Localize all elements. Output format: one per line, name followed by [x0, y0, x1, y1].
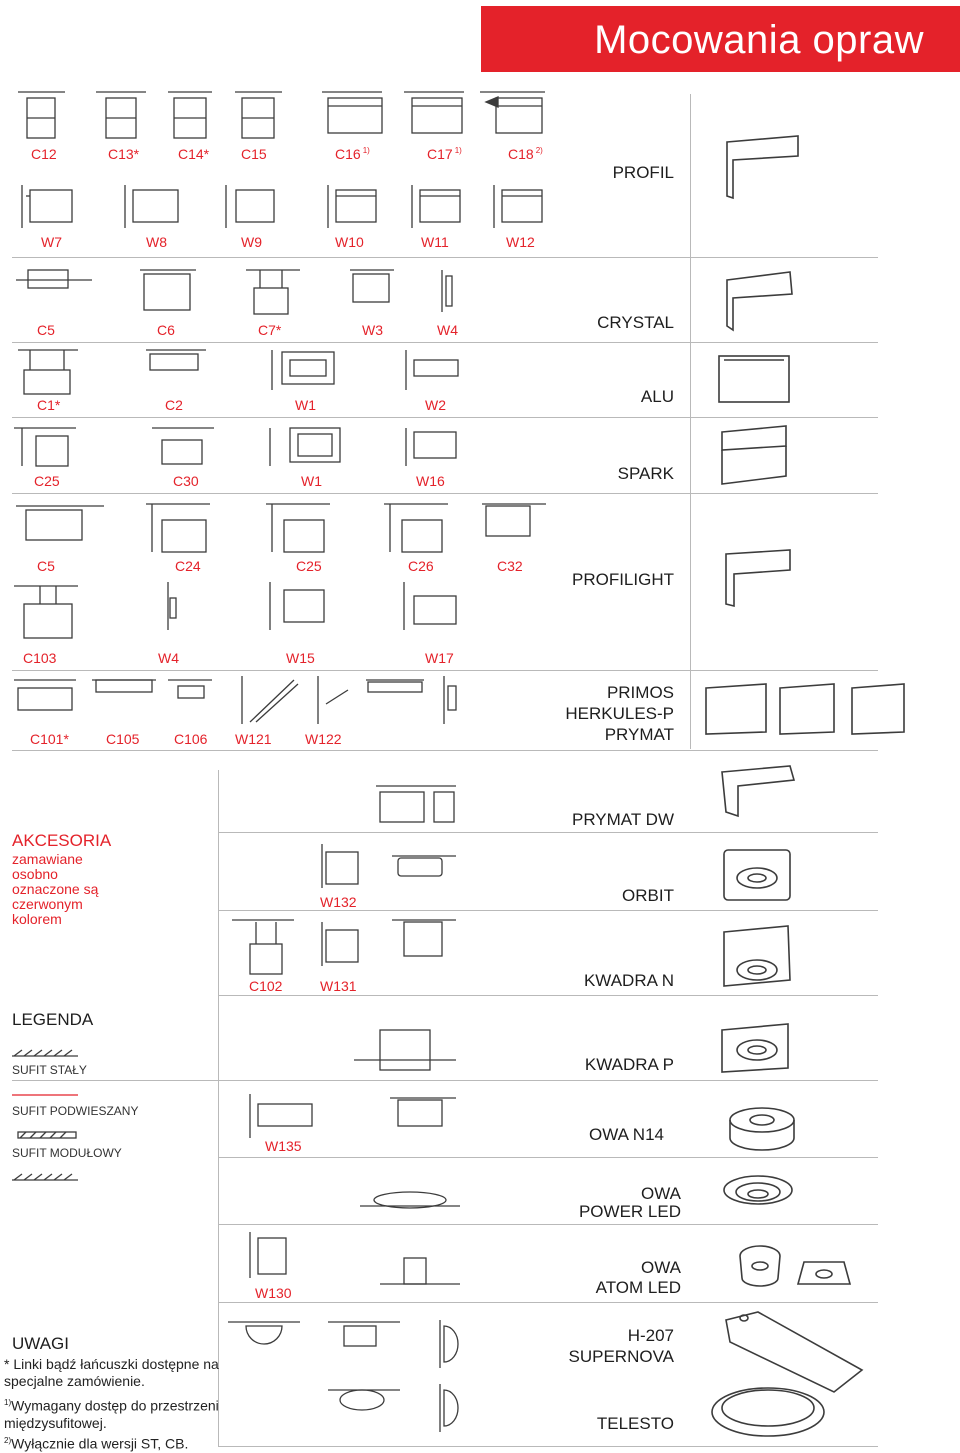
- mount-label: W4: [437, 322, 458, 338]
- product-name: KWADRA N: [583, 971, 674, 990]
- mount-label: C101*: [30, 731, 69, 747]
- product-name: SPARK: [617, 464, 674, 483]
- mount-label: W1: [295, 397, 316, 413]
- mount-label: W132: [320, 894, 357, 910]
- mount-label: C26: [408, 558, 434, 574]
- mount-label: C105: [106, 731, 140, 747]
- mount-label: W1: [301, 473, 322, 489]
- mount-label: C106: [174, 731, 208, 747]
- product-name: PRYMAT DW: [571, 810, 674, 829]
- mount-label: C15: [241, 146, 267, 162]
- legend-item-fixed-ceiling: SUFIT STAŁY: [12, 1063, 87, 1077]
- mount-label: W2: [425, 397, 446, 413]
- mount-label: W8: [146, 234, 167, 250]
- product-name: PRYMAT: [604, 725, 674, 744]
- accessories-description: zamawiane osobno oznaczone są czerwonym kolorem: [12, 851, 99, 927]
- product-images: [706, 136, 904, 1436]
- page-title: Mocowania opraw: [594, 18, 924, 62]
- mount-label: C30: [173, 473, 199, 489]
- mount-label: W121: [235, 731, 272, 747]
- mount-label: W17: [425, 650, 454, 666]
- accessories-title: AKCESORIA: [12, 831, 112, 850]
- product-name: ORBIT: [622, 886, 674, 905]
- product-name: KWADRA P: [584, 1055, 674, 1074]
- mount-label: C103: [23, 650, 57, 666]
- mount-label: W10: [335, 234, 364, 250]
- mount-label: C32: [497, 558, 523, 574]
- product-name: PROFIL: [612, 163, 674, 182]
- mount-label: C24: [175, 558, 201, 574]
- ceiling-mount-drawing: [18, 92, 545, 138]
- mount-label: C1*: [37, 397, 61, 413]
- product-name: PRIMOS: [606, 683, 674, 702]
- notes-title: UWAGI: [12, 1334, 69, 1353]
- mount-label: C5: [37, 558, 55, 574]
- mount-label: W131: [320, 978, 357, 994]
- mount-label: W130: [255, 1285, 292, 1301]
- mount-label: W9: [241, 234, 262, 250]
- mount-label: C17 $^{1)}$: [427, 146, 462, 162]
- mount-label: C16 $^{1)}$: [335, 146, 370, 162]
- mount-label: W4: [158, 650, 179, 666]
- product-name: HERKULES-P: [565, 704, 674, 723]
- mount-label: C102: [249, 978, 283, 994]
- mount-label: C25: [34, 473, 60, 489]
- mount-label: C12: [31, 146, 57, 162]
- legend-title: LEGENDA: [12, 1010, 94, 1029]
- mount-label: C5: [37, 322, 55, 338]
- mount-label: W11: [421, 234, 449, 250]
- mount-label: W12: [506, 234, 535, 250]
- mount-label: C7*: [258, 322, 282, 338]
- product-name: CRYSTAL: [597, 313, 674, 332]
- product-name: TELESTO: [596, 1414, 674, 1433]
- legend-item-modular-ceiling: SUFIT MODUŁOWY: [12, 1146, 122, 1160]
- mount-label: W16: [416, 473, 445, 489]
- mount-label: C25: [296, 558, 322, 574]
- mount-label: C14*: [178, 146, 210, 162]
- mount-label: W7: [41, 234, 62, 250]
- mount-label: W15: [286, 650, 315, 666]
- mount-label: W135: [265, 1138, 302, 1154]
- product-name: ATOM LED: [595, 1278, 681, 1297]
- product-name: ALU: [640, 387, 674, 406]
- product-name: POWER LED: [578, 1202, 681, 1221]
- wall-mount-drawing: [22, 185, 542, 228]
- mount-label: C13*: [108, 146, 140, 162]
- product-name: SUPERNOVA: [568, 1347, 674, 1366]
- note-item: * Linki bądź łańcuszki dostępne na specjalne zamówienie.: [4, 1356, 219, 1389]
- note-item: $^{1)}$Wymagany dostęp do przestrzeni międzysufitowej.: [4, 1397, 219, 1431]
- legend-item-suspended-ceiling: SUFIT PODWIESZANY: [12, 1104, 139, 1118]
- mount-label: C18 $^{2)}$: [508, 146, 543, 162]
- mount-label: W3: [362, 322, 383, 338]
- mount-label: C2: [165, 397, 183, 413]
- product-name: OWA N14: [589, 1125, 664, 1144]
- mount-label: W122: [305, 731, 342, 747]
- product-name: OWA: [641, 1258, 681, 1277]
- note-item: $^{2)}$Wyłącznie dla wersji ST, CB.: [4, 1435, 189, 1452]
- product-name: OWA: [641, 1184, 681, 1203]
- product-name: PROFILIGHT: [571, 570, 674, 589]
- mount-label: C6: [157, 322, 175, 338]
- product-name: H-207: [627, 1326, 674, 1345]
